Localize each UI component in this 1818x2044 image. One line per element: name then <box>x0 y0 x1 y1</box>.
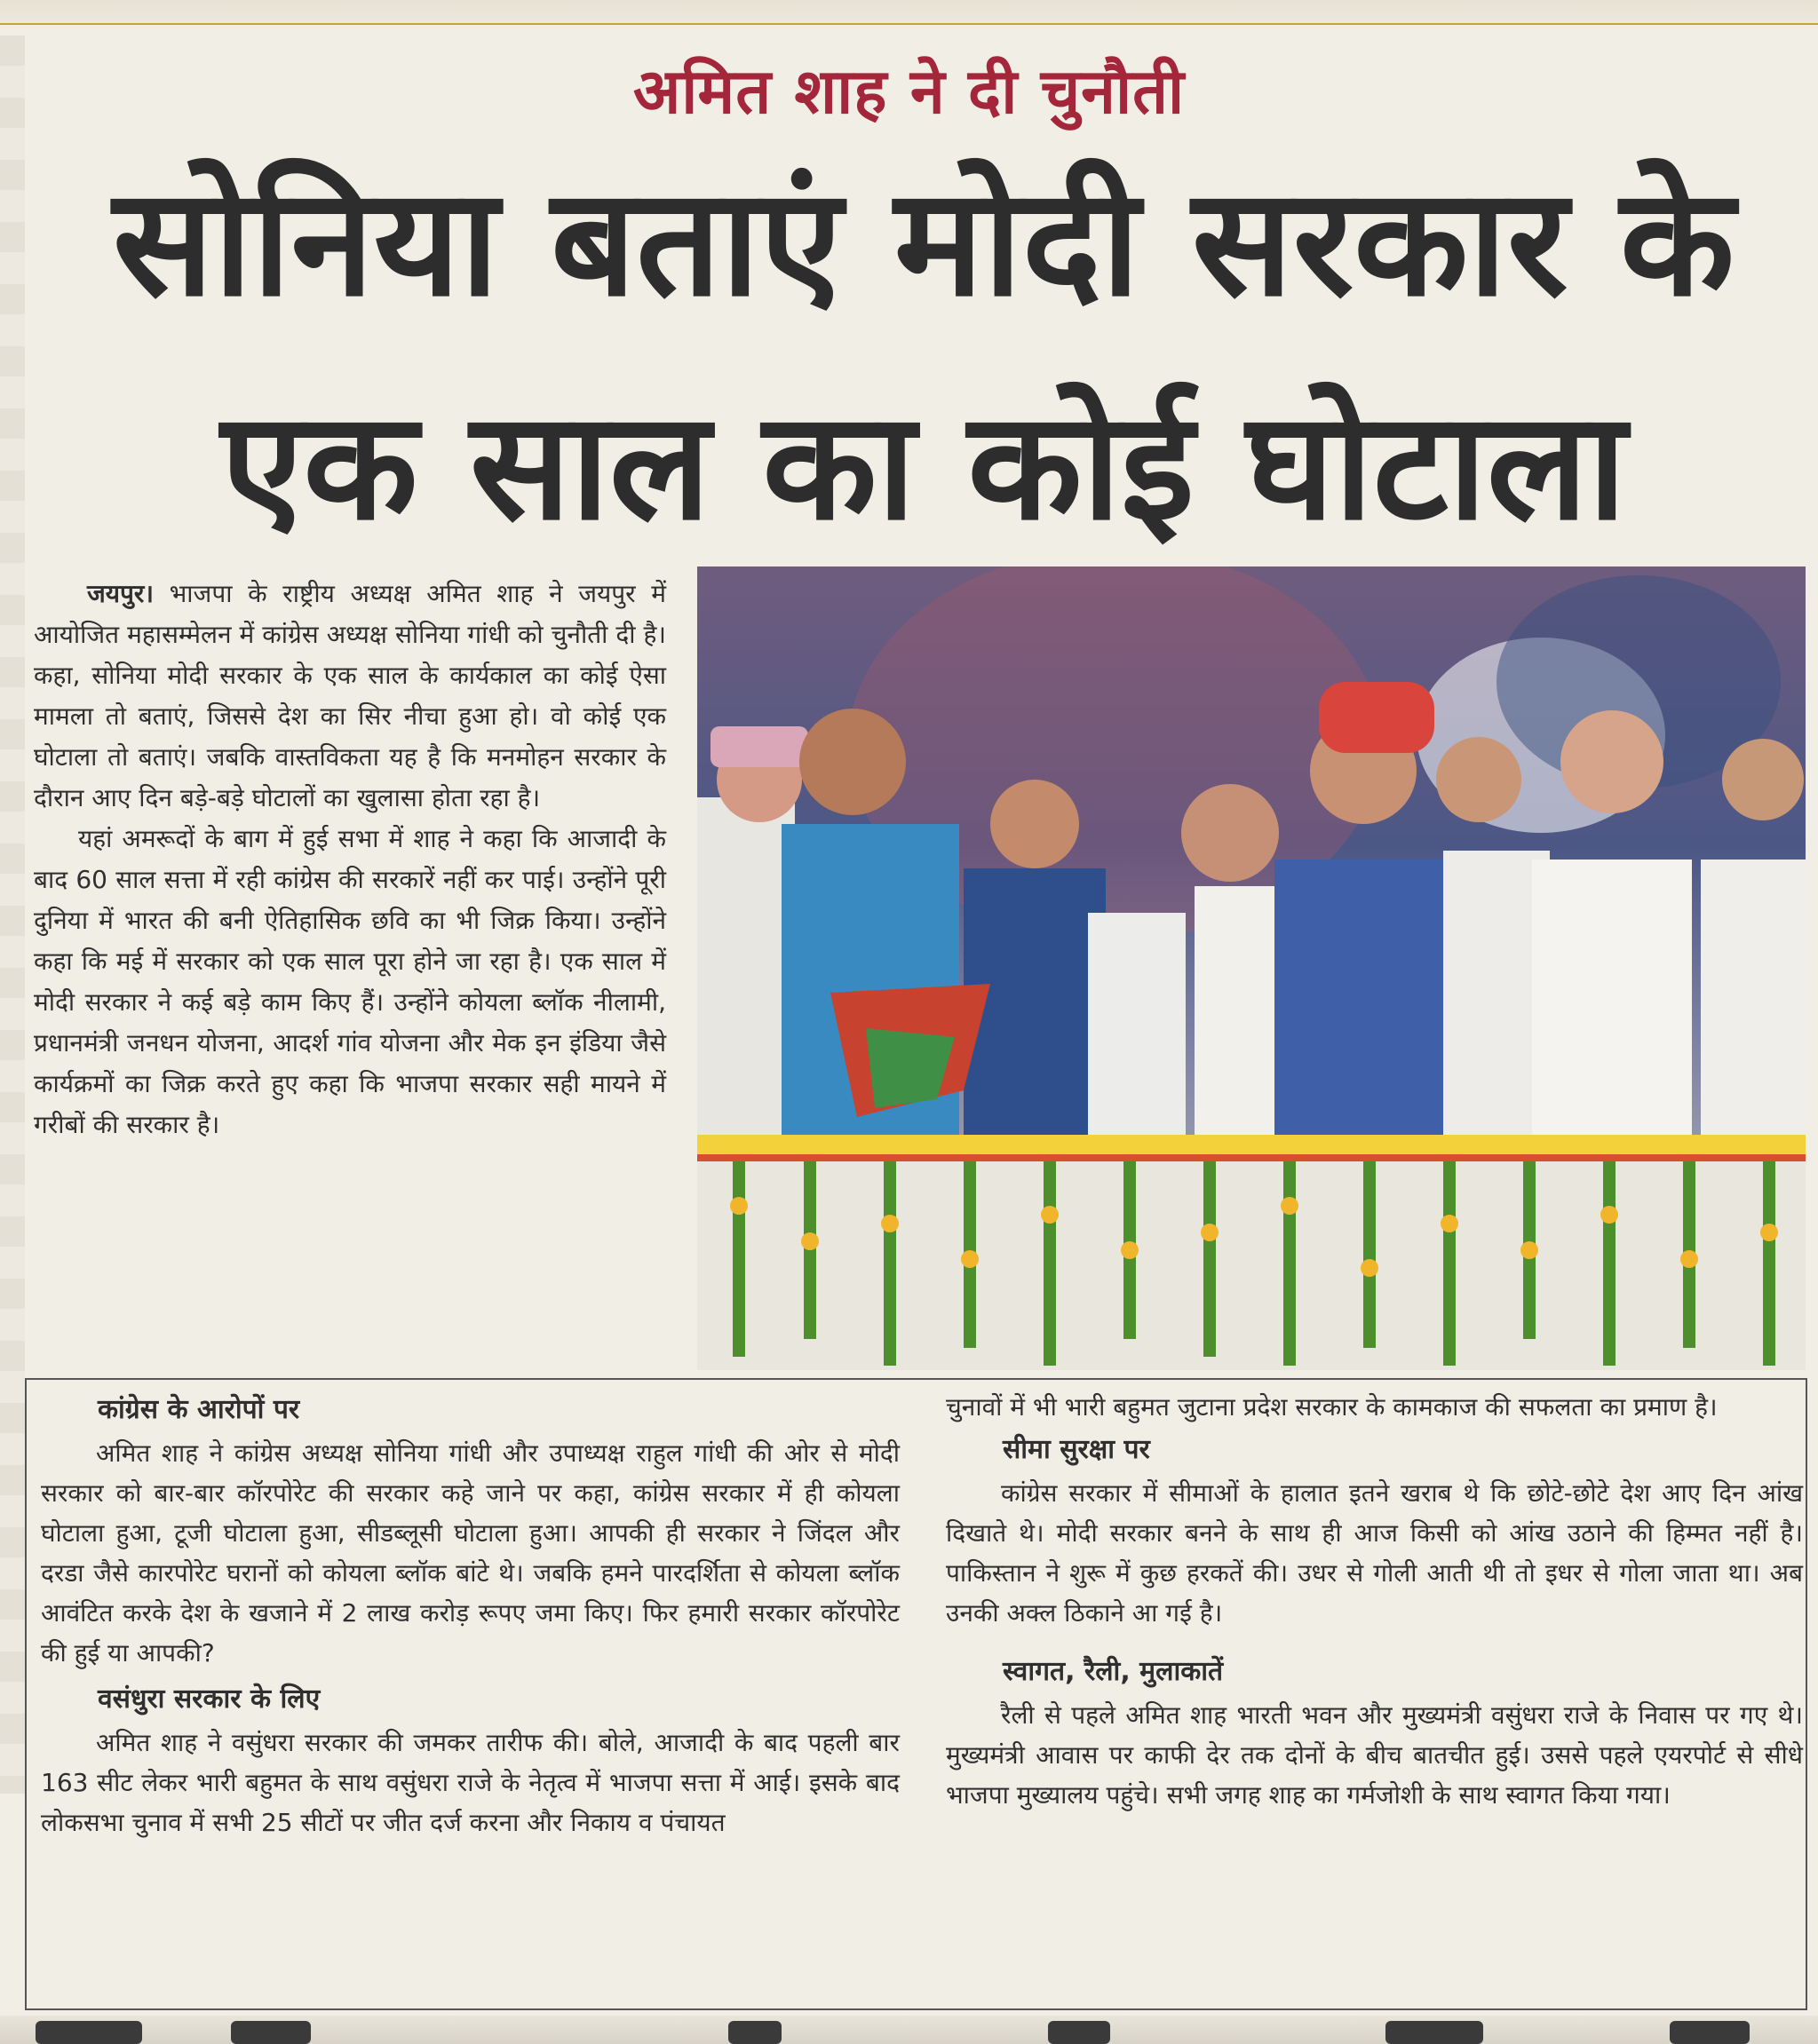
section-heading-vasundhara: वसंधुरा सरकार के लिए <box>98 1684 321 1715</box>
kicker-headline: अमित शाह ने दी चुनौती <box>632 54 1186 128</box>
section-heading-border: सीमा सुरक्षा पर <box>1003 1434 1150 1465</box>
section-text-border: कांग्रेस सरकार में सीमाओं के हालात इतने खराब थे कि छोटे-छोटे देश आए दिन आंख दिखाते थे। मोदी सरकार बनने के साथ ही आज किसी को आंख उठाने की हिम्मत नहीं है। पाकिस्तान ने शुरू में कुछ हरकतें की। उधर से गोली आती थी तो इधर से गोला जाता था। अब उनकी अक्ल ठिकाने आ गई है। <box>946 1478 1803 1628</box>
box-column-right <box>946 1387 1803 1815</box>
section-heading-welcome: स्वागत, रैली, मुलाकातें <box>1003 1656 1224 1687</box>
lead-paragraph-2: यहां अमरूदों के बाग में हुई सभा में शाह ने कहा कि आजादी के बाद 60 साल सत्ता में रही कांग्रेस की सरकारें नहीं कर पाई। उन्होंने पूरी दुनिया में भारत की बनी ऐतिहासिक छवि का भी जिक्र किया। उन्होंने कहा कि मई में सरकार को एक साल पूरा होने जा रहा है। एक साल में मोदी सरकार ने कई बड़े काम किए हैं। उन्होंने कोयला ब्लॉक नीलामी, प्रधानमंत्री जनधन योजना, आदर्श गांव योजना और मेक इन इंडिया जैसे कार्यक्रमों का जिक्र करते हुए कहा कि भाजपा सरकार सही मायने में गरीबों की सरकार है। <box>34 824 666 1139</box>
rally-stage-photo <box>697 566 1806 1370</box>
box-column-left <box>41 1387 900 1842</box>
main-headline-line-1: सोनिया बताएं मोदी सरकार के <box>112 155 1735 329</box>
section-heading-congress: कांग्रेस के आरोपों पर <box>98 1394 300 1425</box>
lead-paragraph-1 <box>34 574 666 819</box>
section-text-vasundhara: अमित शाह ने वसुंधरा सरकार की जमकर तारीफ की। बोले, आजादी के बाद पहली बार 163 सीट लेकर भारी बहुमत के साथ वसुंधरा राजे के नेतृत्व में भाजपा सत्ता में आई। इसके बाद लोकसभा चुनाव में सभी 25 सीटों पर जीत दर्ज करना और निकाय व पंचायत <box>41 1728 900 1837</box>
lead-story <box>34 574 666 1145</box>
section-text-congress: अमित शाह ने कांग्रेस अध्यक्ष सोनिया गांधी और उपाध्यक्ष राहुल गांधी की ओर से मोदी सरकार को बार-बार कॉरपोरेट की सरकार कहे जाने पर कहा, कांग्रेस सरकार में ही कोयला घोटाला हुआ, टूजी घोटाला हुआ, सीडब्लूसी घोटाला हुआ। आपकी ही सरकार ने जिंदल और दरडा जैसे कारपोरेट घरानों को कोयला ब्लॉक बांटे थे। जबकि हमने पारदर्शिता से कोयला ब्लॉक आवंटित करके देश के खजाने में 2 लाख करोड़ रूपए जमा किए। फिर हमारी सरकार कॉरपोरेट की हुई या आपकी? <box>41 1438 900 1668</box>
next-article-strip <box>0 2016 1818 2044</box>
dateline: जयपुर। <box>87 579 154 608</box>
rally-photo-illustration <box>697 566 1806 1370</box>
adjacent-column-bleed <box>0 36 25 1794</box>
previous-article-strip <box>0 0 1818 25</box>
main-headline-line-2: एक साल का कोई घोटाला <box>220 379 1627 553</box>
section-text-vasundhara-continued: चुनावों में भी भारी बहुमत जुटाना प्रदेश सरकार के कामकाज की सफलता का प्रमाण है। <box>946 1392 1718 1422</box>
lead-paragraph-1-text: भाजपा के राष्ट्रीय अध्यक्ष अमित शाह ने जयपुर में आयोजित महासम्मेलन में कांग्रेस अध्यक्ष सोनिया गांधी को चुनौती दी है। कहा, सोनिया मोदी सरकार के एक साल के कार्यकाल का कोई ऐसा मामला तो बताएं, जिससे देश का सिर नीचा हुआ हो। वो कोई एक घोटाला तो बताएं। जबकि वास्तविकता यह है कि मनमोहन सरकार के दौरान आए दिन बड़े-बड़े घोटालों का खुलासा होता रहा है। <box>34 579 666 812</box>
section-text-welcome: रैली से पहले अमित शाह भारती भवन और मुख्यमंत्री वसुंधरा राजे के निवास पर गए थे। मुख्यमंत्री आवास पर काफी देर तक दोनों के बीच बातचीत हुई। उससे पहले एयरपोर्ट से सीधे भाजपा मुख्यालय पहुंचे। सभी जगह शाह का गर्मजोशी के साथ स्वागत किया गया। <box>946 1700 1803 1810</box>
